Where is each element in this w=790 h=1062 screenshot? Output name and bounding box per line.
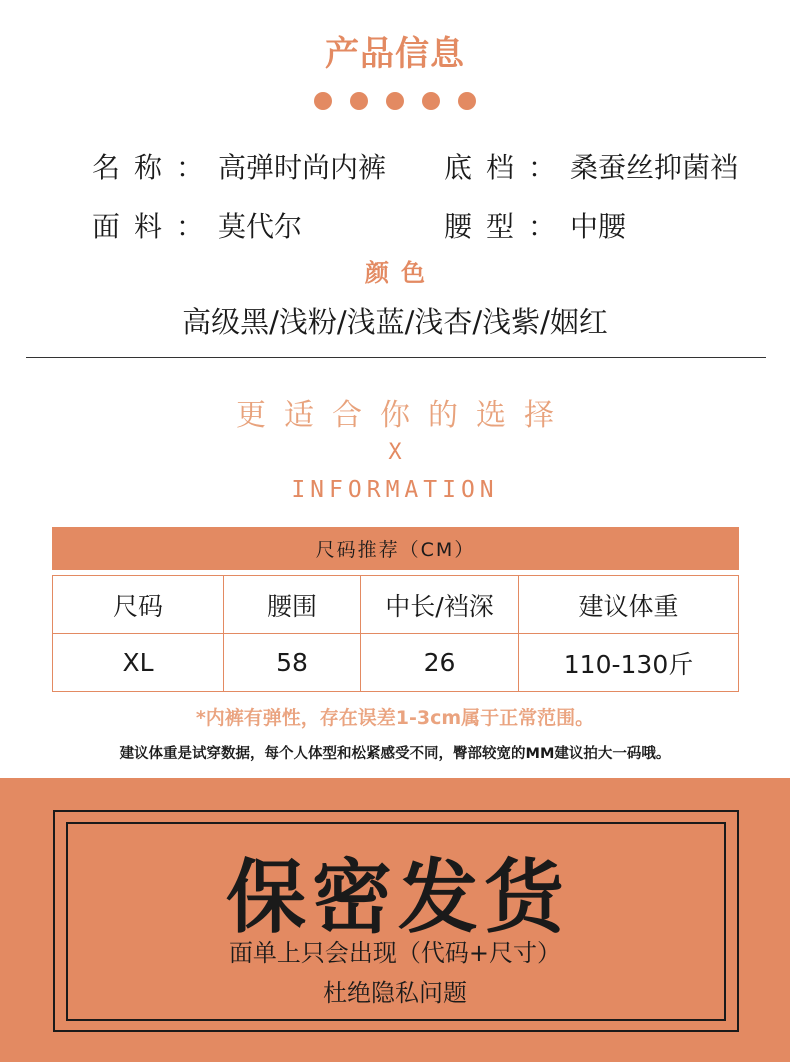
dot-icon [314, 92, 332, 110]
page-title: 产品信息 [325, 34, 465, 74]
column-header: 中长/裆深 [361, 576, 519, 634]
product-name-row [92, 146, 386, 186]
product-name-label: 名称： [92, 151, 219, 184]
table-cell: 26 [361, 634, 519, 692]
section-divider [26, 357, 766, 358]
decorative-dots [0, 92, 790, 110]
table-cell: XL [53, 634, 224, 692]
table-row [53, 634, 739, 692]
elastic-note: *内裤有弹性，存在误差1-3cm属于正常范围。 [195, 707, 595, 729]
column-header: 尺码 [53, 576, 224, 634]
section-x-mark: X [388, 440, 402, 465]
size-table [52, 575, 739, 692]
color-label: 颜色 [365, 259, 437, 287]
dot-icon [422, 92, 440, 110]
table-cell: 110-130斤 [519, 634, 739, 692]
product-fabric-row [92, 205, 302, 245]
product-waist-label: 腰型： [444, 210, 571, 243]
dot-icon [386, 92, 404, 110]
product-waist-row [444, 205, 626, 245]
product-waist-value: 中腰 [570, 210, 627, 243]
product-fabric-value: 莫代尔 [218, 210, 303, 243]
product-name-value: 高弹时尚内裤 [218, 151, 387, 184]
product-crotch-value: 桑蚕丝抑菌裆 [570, 151, 739, 184]
column-header: 腰围 [224, 576, 361, 634]
shipping-line-2: 杜绝隐私问题 [323, 979, 467, 1007]
column-header: 建议体重 [519, 576, 739, 634]
dot-icon [458, 92, 476, 110]
color-values: 高级黑/浅粉/浅蓝/浅杏/浅紫/姻红 [182, 305, 608, 339]
section-subtitle: 更适合你的选择 [236, 398, 572, 433]
size-table-header: 尺码推荐（CM） [52, 527, 739, 570]
product-crotch-row [444, 146, 738, 186]
dot-icon [350, 92, 368, 110]
table-cell: 58 [224, 634, 361, 692]
table-header-row [53, 576, 739, 634]
shipping-title: 保密发货 [226, 851, 570, 944]
weight-note: 建议体重是试穿数据，每个人体型和松紧感受不同，臀部较宽的MM建议拍大一码哦。 [119, 746, 671, 762]
product-fabric-label: 面料： [92, 210, 219, 243]
section-english-title: INFORMATION [291, 477, 499, 503]
product-crotch-label: 底档： [444, 151, 571, 184]
shipping-line-1: 面单上只会出现（代码+尺寸） [228, 939, 562, 967]
